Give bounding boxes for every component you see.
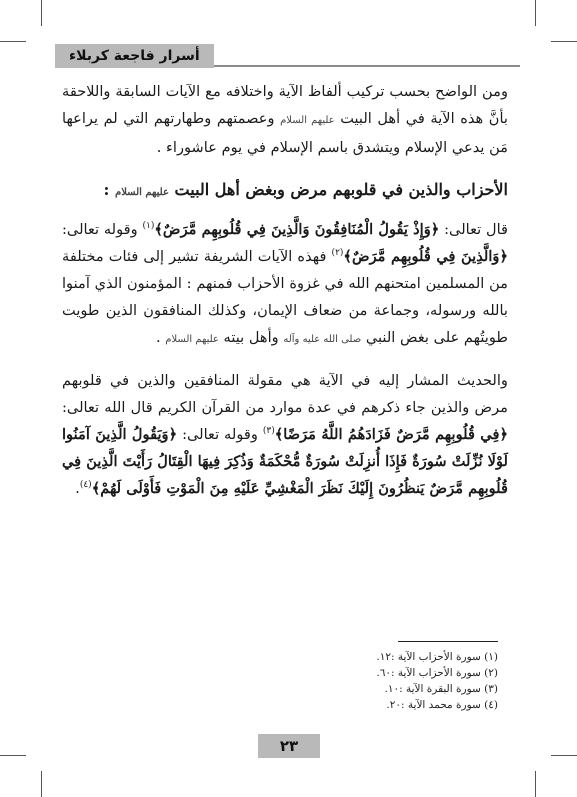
footnote-ref: (٢)	[331, 248, 344, 259]
crop-mark	[41, 771, 42, 797]
page-number: ٢٣	[258, 734, 320, 758]
footnote-rule	[398, 641, 498, 642]
crop-mark	[0, 41, 26, 42]
page-body	[62, 78, 508, 516]
crop-mark	[551, 41, 577, 42]
running-header: أسرار فاجعة كربلاء	[55, 44, 214, 68]
footnote: (١) سورة الأحزاب الآية :١٢.	[376, 651, 498, 663]
crop-mark	[41, 0, 42, 26]
footnote: (٢) سورة الأحزاب الآية :٦٠.	[376, 667, 498, 679]
footnote-ref: (٣)	[262, 426, 275, 437]
paragraph: ومن الواضح بحسب تركيب ألفاظ الآية واختلافه مع الآيات السابقة واللاحقة بأنَّ هذه الآية في أهل البيت عليهم السلام وعصمتهم وطهارتهم التي لم يراعها مَن يدعي الإسلام ويتشدق باسم الإسلام في يوم عاشوراء .	[62, 83, 508, 156]
quran-verse: ﴿فِي قُلُوبِهِم مَّرَضٌ فَزَادَهُمُ اللَّهُ مَرَضًا﴾	[274, 426, 509, 443]
quran-verse: ﴿وَيَقُولُ الَّذِينَ آمَنُوا لَوْلَا نُزِّلَتْ سُورَةٌ فَإِذَا أُنزِلَتْ سُورَةٌ مُّحْكَمَةٌ وَذُكِرَ فِيهَا الْقِتَالُ رَأَيْتَ الَّذِينَ فِي قُلُوبِهِم مَّرَضٌ يَنظُرُونَ إِلَيْكَ نَظَرَ الْمَغْشِيِّ عَلَيْهِ مِنَ الْمَوْتِ فَأَوْلَى لَهُمْ﴾	[62, 426, 508, 497]
paragraph: قال تعالى: ﴿وَإِذْ يَقُولُ الْمُنَافِقُونَ وَالَّذِينَ فِي قُلُوبِهِم مَّرَضٌ﴾$^{(١)}$ وقوله تعالى: ﴿وَالَّذِينَ فِي قُلُوبِهِم مَّرَضٌ﴾$^{(٢)}$ فهذه الآيات الشريفة تشير إلى فئات مختلفة من المسلمين امتحنهم الله في غزوة الأحزاب فمنهم : المؤمنون الذي آمنوا بالله ورسوله، وجماعة من ضعاف الإيمان، وكذلك المنافقون الذين طويت طويتُهم على بغض النبي صلى الله عليه وآله وأهل بيته عليهم السلام .	[62, 221, 509, 346]
honorific-glyph: عليهم السلام	[115, 187, 169, 198]
quran-verse: ﴿وَالَّذِينَ فِي قُلُوبِهِم مَّرَضٌ﴾	[343, 248, 508, 265]
footnote: (٤) سورة محمد الآية :٢٠.	[386, 699, 498, 711]
honorific-glyph: عليهم السلام	[165, 334, 219, 345]
footnote-ref: (١)	[142, 221, 155, 232]
crop-mark	[551, 755, 577, 756]
quran-verse: ﴿وَإِذْ يَقُولُ الْمُنَافِقُونَ وَالَّذِينَ فِي قُلُوبِهِم مَّرَضٌ﴾	[154, 221, 440, 238]
footnote-ref: (٤)	[79, 480, 92, 491]
footnotes	[300, 649, 498, 713]
section-heading: الأحزاب والذين في قلوبهم مرض وبغض أهل البيت عليهم السلام :	[103, 180, 508, 199]
honorific-glyph: عليهم السلام	[280, 115, 335, 126]
paragraph: والحديث المشار إليه في الآية هي مقولة المنافقين والذين في قلوبهم مرض والذين جاء ذكرهم في عدة موارد من القرآن الكريم قال الله تعالى: ﴿فِي قُلُوبِهِم مَّرَضٌ فَزَادَهُمُ اللَّهُ مَرَضًا﴾$^{(٣)}$ وقوله تعالى: ﴿وَيَقُولُ الَّذِينَ آمَنُوا لَوْلَا نُزِّلَتْ سُورَةٌ فَإِذَا أُنزِلَتْ سُورَةٌ مُّحْكَمَةٌ وَذُكِرَ فِيهَا الْقِتَالُ رَأَيْتَ الَّذِينَ فِي قُلُوبِهِم مَّرَضٌ يَنظُرُونَ إِلَيْكَ نَظَرَ الْمَغْشِيِّ عَلَيْهِ مِنَ الْمَوْتِ فَأَوْلَى لَهُمْ﴾$^{(٤)}$.	[62, 372, 509, 497]
crop-mark	[535, 0, 536, 26]
crop-mark	[0, 755, 26, 756]
honorific-glyph: صلى الله عليه وآله	[283, 334, 362, 345]
footnote: (٣) سورة البقرة الآية :١٠.	[384, 683, 498, 695]
crop-mark	[535, 771, 536, 797]
